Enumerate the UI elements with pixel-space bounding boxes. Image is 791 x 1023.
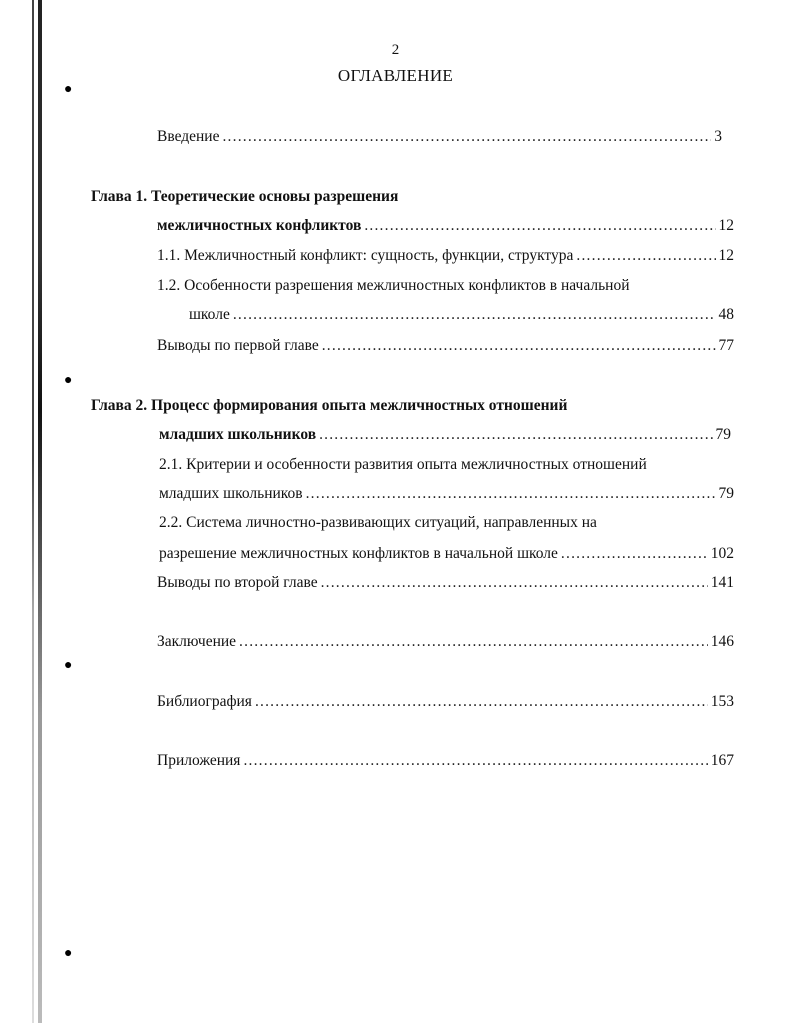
toc-entry-bibliography[interactable]: [157, 691, 734, 713]
toc-entry-label: Приложения: [157, 752, 241, 769]
toc-entry-section-1-2[interactable]: [189, 304, 734, 326]
toc-entry-conclusions-2[interactable]: [157, 572, 734, 594]
toc-entry-page: 3: [714, 128, 722, 145]
toc-leader-dots: [319, 424, 712, 446]
toc-section-2-2-title: 2.2. Система личностно-развивающих ситуаций, направленных на: [159, 514, 597, 531]
toc-entry-label: межличностных конфликтов: [157, 217, 362, 234]
page-title: ОГЛАВЛЕНИЕ: [337, 66, 454, 85]
toc-entry-appendices[interactable]: [157, 750, 734, 772]
toc-chapter-2-title: Глава 2. Процесс формирования опыта межличностных отношений: [91, 397, 568, 414]
toc-entry-page: 146: [710, 633, 734, 650]
toc-entry-page: 77: [718, 337, 734, 354]
page-number: 2: [391, 42, 400, 58]
toc-entry-page: 12: [718, 247, 734, 264]
toc-leader-dots: [561, 543, 708, 565]
toc-leader-dots: [243, 750, 707, 772]
toc-entry-conclusion[interactable]: [157, 631, 734, 653]
toc-leader-dots: [306, 483, 716, 505]
toc-entry-chapter-2[interactable]: [159, 424, 731, 446]
toc-entry-label: Введение: [157, 128, 220, 145]
toc-entry-section-2-2[interactable]: [159, 543, 734, 565]
toc-leader-dots: [322, 335, 716, 357]
scan-binding-edge: [38, 0, 42, 1023]
toc-entry-label: школе: [189, 306, 230, 323]
toc-leader-dots: [233, 304, 716, 326]
punch-hole-mark: ●: [64, 373, 73, 388]
toc-entry-section-2-1[interactable]: [159, 483, 734, 505]
scan-edge-shadow: [32, 0, 34, 1023]
toc-entry-page: 141: [710, 574, 734, 591]
toc-entry-section-1-1[interactable]: [157, 245, 734, 267]
toc-entry-page: 48: [718, 306, 734, 323]
toc-entry-chapter-1[interactable]: [157, 215, 734, 237]
toc-leader-dots: [255, 691, 708, 713]
toc-entry-page: 12: [718, 217, 734, 234]
toc-leader-dots: [576, 245, 715, 267]
toc-leader-dots: [222, 126, 711, 148]
toc-entry-page: 102: [710, 545, 734, 562]
toc-entry-label: 1.1. Межличностный конфликт: сущность, функции, структура: [157, 247, 574, 264]
toc-entry-page: 79: [718, 485, 734, 502]
toc-entry-label: разрешение межличностных конфликтов в начальной школе: [159, 545, 558, 562]
toc-entry-label: Выводы по первой главе: [157, 337, 319, 354]
toc-entry-label: Выводы по второй главе: [157, 574, 318, 591]
toc-entry-label: Заключение: [157, 633, 237, 650]
toc-entry-introduction[interactable]: [157, 126, 722, 148]
toc-entry-page: 153: [710, 693, 734, 710]
punch-hole-mark: ●: [64, 82, 73, 97]
toc-leader-dots: [239, 631, 708, 653]
toc-leader-dots: [321, 572, 708, 594]
toc-entry-label: младших школьников: [159, 426, 317, 443]
punch-hole-mark: ●: [64, 658, 73, 673]
toc-leader-dots: [364, 215, 715, 237]
toc-section-1-2-title: 1.2. Особенности разрешения межличностных конфликтов в начальной: [157, 277, 630, 294]
toc-section-2-1-title: 2.1. Критерии и особенности развития опыта межличностных отношений: [159, 456, 647, 473]
toc-entry-label: младших школьников: [159, 485, 303, 502]
toc-chapter-1-title: Глава 1. Теоретические основы разрешения: [91, 188, 399, 205]
toc-entry-label: Библиография: [157, 693, 252, 710]
punch-hole-mark: ●: [64, 946, 73, 961]
toc-entry-conclusions-1[interactable]: [157, 335, 734, 357]
toc-entry-page: 79: [715, 426, 731, 443]
toc-entry-page: 167: [710, 752, 734, 769]
